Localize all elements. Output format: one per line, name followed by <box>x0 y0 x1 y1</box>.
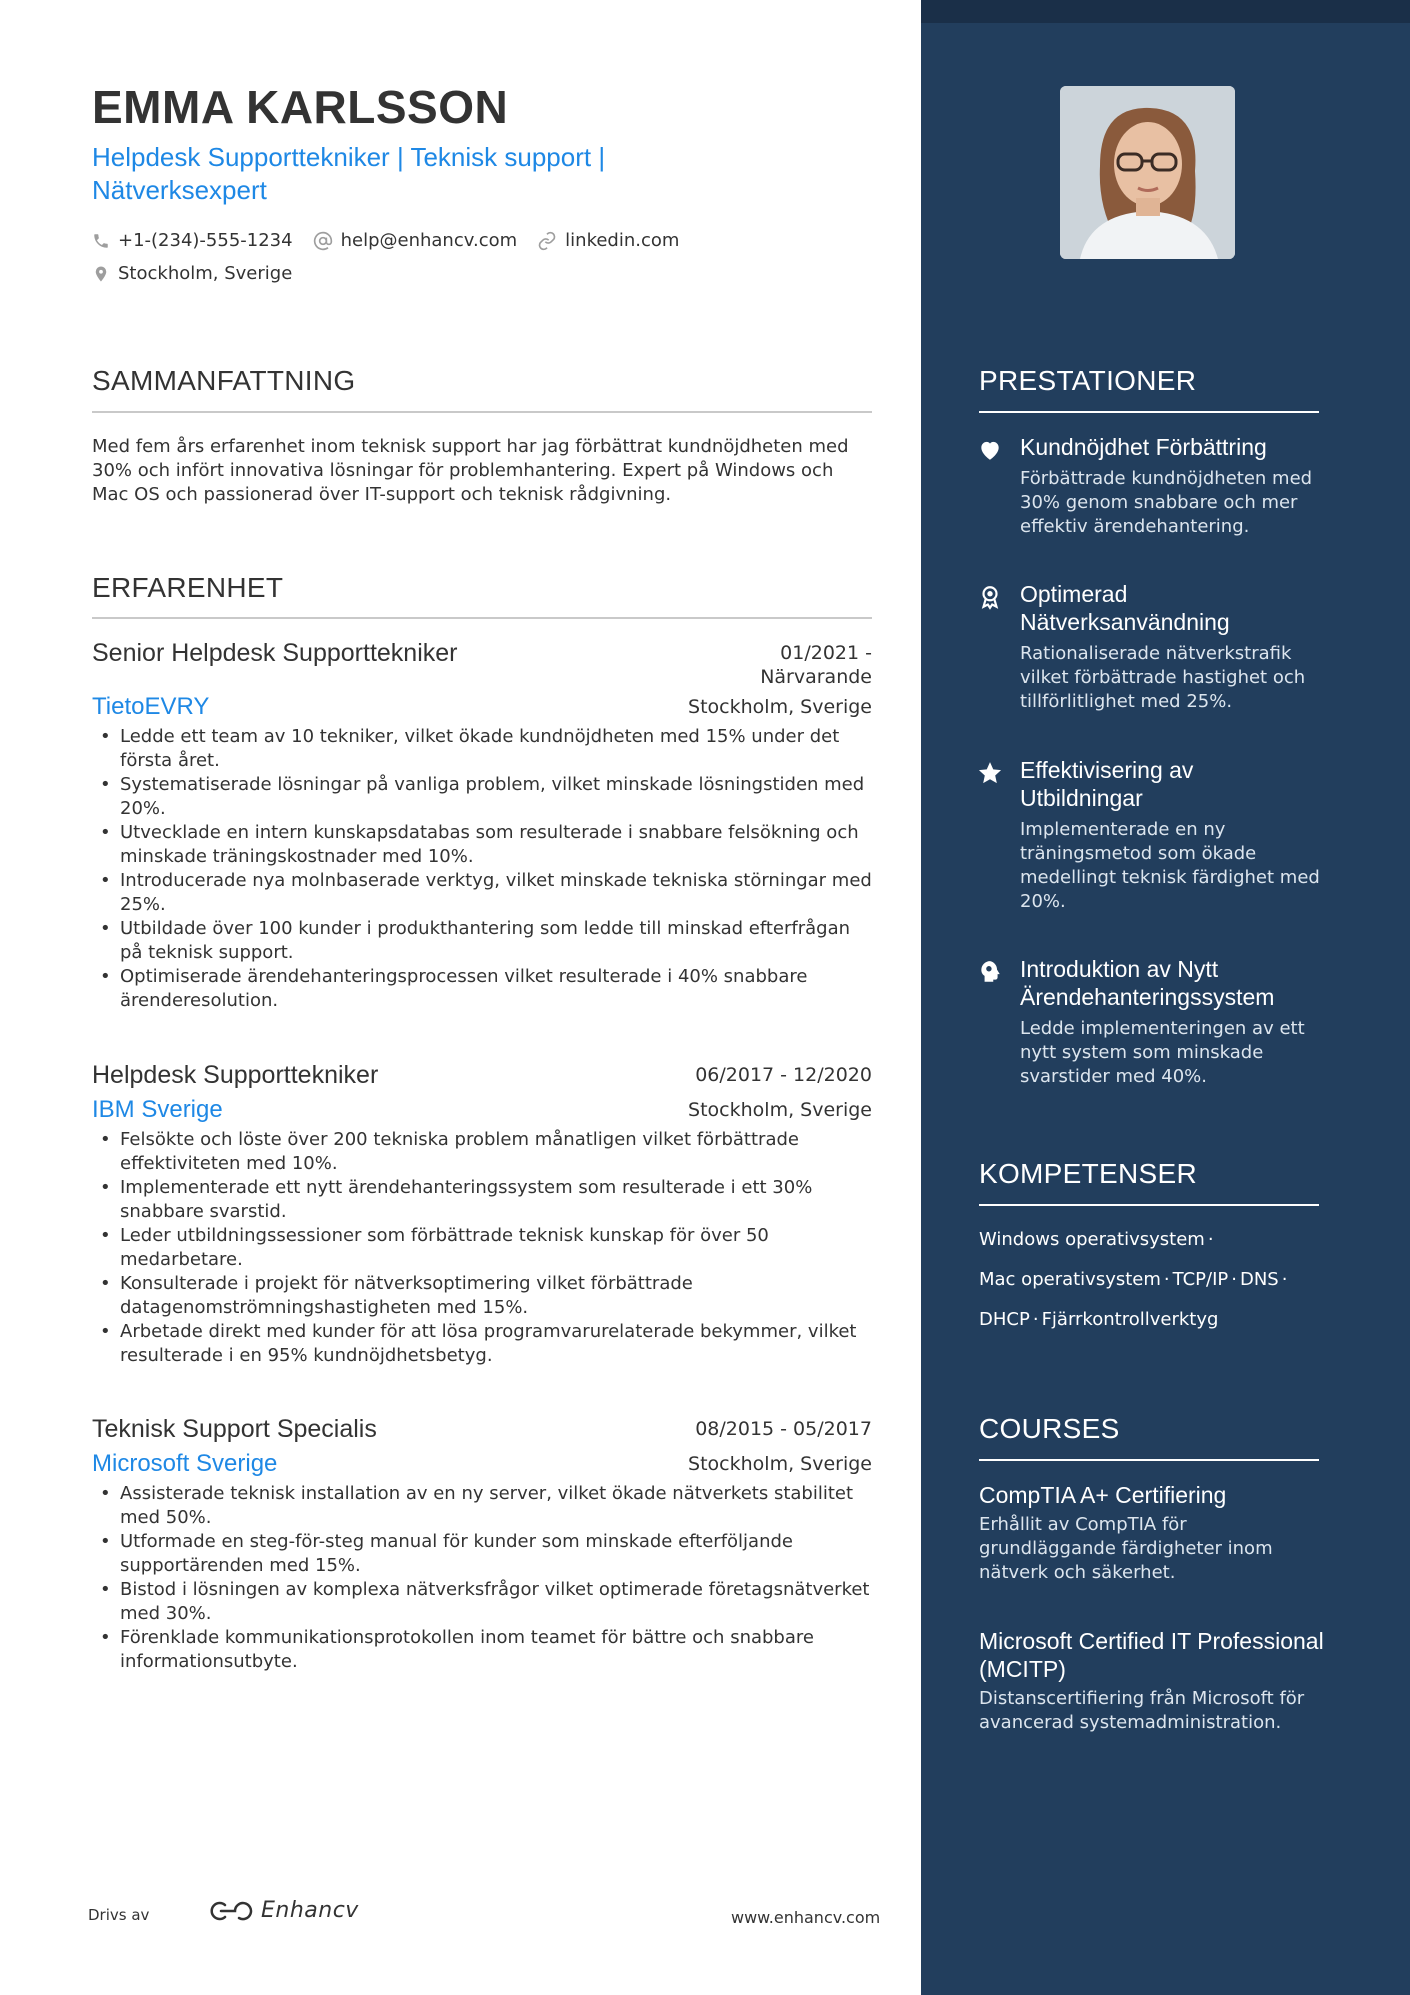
job-title: Teknisk Support Specialis <box>92 1415 377 1443</box>
job-company[interactable]: Microsoft Sverige <box>92 1450 278 1477</box>
skills-divider <box>979 1204 1319 1206</box>
footer-url[interactable]: www.enhancv.com <box>731 1908 881 1927</box>
brain-icon <box>977 959 1003 985</box>
achievements-title: PRESTATIONER <box>979 365 1197 396</box>
job-bullet: • Leder utbildningssessioner som förbättrade teknisk kunskap för över 50 medarbetare. <box>92 1224 872 1272</box>
job-location: Stockholm, Sverige <box>688 1453 872 1475</box>
course-desc: Distanscertifiering från Microsoft för avancerad systemadministration. <box>979 1688 1305 1733</box>
courses-divider <box>979 1459 1319 1461</box>
linkedin-text: linkedin.com <box>565 230 680 251</box>
job-entry <box>92 639 872 1013</box>
job-bullet: • Introducerade nya molnbaserade verktyg, vilket minskade tekniska störningar med 25%. <box>92 869 872 917</box>
courses-title: COURSES <box>979 1413 1120 1444</box>
enhancv-brand-text: Enhancv <box>261 1898 359 1923</box>
course-title: CompTIA A+ Certifiering <box>979 1482 1227 1508</box>
heart-icon <box>977 437 1003 463</box>
course-desc: Erhållit av CompTIA för grundläggande färdigheter inom nätverk och säkerhet. <box>979 1514 1273 1583</box>
skill-separator: · <box>1207 1229 1214 1250</box>
job-dates: 06/2017 - 12/2020 <box>695 1064 872 1086</box>
job-bullet: • Ledde ett team av 10 tekniker, vilket ökade kundnöjdheten med 15% under det första året. <box>92 725 872 773</box>
job-bullet: • Assisterade teknisk installation av en ny server, vilket ökade nätverkets stabilitet med 50%. <box>92 1482 872 1530</box>
portrait-illustration <box>1060 86 1235 259</box>
candidate-name: EMMA KARLSSON <box>92 81 509 133</box>
course-item <box>979 1481 1324 1585</box>
job-bullet: • Bistod i lösningen av komplexa nätverksfrågor vilket optimerade företagsnätverket med 30%. <box>92 1578 872 1626</box>
achievement-desc: Rationaliserade nätverkstrafik vilket förbättrade hastighet och tillförlitlighet med 25%. <box>1020 643 1306 712</box>
award-icon <box>977 584 1003 610</box>
phone-text: +1-(234)-555-1234 <box>118 230 293 251</box>
job-dates: 01/2021 - Närvarande <box>760 642 872 688</box>
achievement-title: Kundnöjdhet Förbättring <box>1020 434 1267 460</box>
skill-separator: · <box>1163 1269 1170 1290</box>
achievement-item <box>977 433 1322 539</box>
job-title: Helpdesk Supporttekniker <box>92 1061 379 1089</box>
achievement-desc: Ledde implementeringen av ett nytt system som minskade svarstider med 40%. <box>1020 1018 1305 1087</box>
job-bullet: • Utformade en steg-för-steg manual för kunder som minskade efterföljande supportärenden med 15%. <box>92 1530 872 1578</box>
job-bullet: • Systematiserade lösningar på vanliga problem, vilket minskade lösningstiden med 20%. <box>92 773 872 821</box>
job-location: Stockholm, Sverige <box>688 1099 872 1121</box>
job-company[interactable]: IBM Sverige <box>92 1096 223 1123</box>
course-title: Microsoft Certified IT Professional (MCITP) <box>979 1628 1324 1682</box>
phone-icon <box>92 232 110 250</box>
job-title: Senior Helpdesk Supporttekniker <box>92 639 458 667</box>
skill-tag: TCP/IP <box>1172 1269 1229 1290</box>
link-icon <box>537 231 557 251</box>
contact-linkedin[interactable] <box>537 230 679 251</box>
job-bullet: • Arbetade direkt med kunder för att lösa programvarurelaterade bekymmer, vilket resulterade i en 95% kundnöjdhetsbetyg. <box>92 1320 872 1368</box>
skill-tag: Windows operativsystem <box>979 1229 1205 1250</box>
skill-tag: Fjärrkontrollverktyg <box>1041 1309 1219 1330</box>
location-text: Stockholm, Sverige <box>118 263 293 284</box>
achievement-title: Introduktion av Nytt Ärendehanteringssystem <box>1020 956 1275 1010</box>
skill-separator: · <box>1231 1269 1237 1290</box>
contact-phone[interactable] <box>92 230 293 251</box>
achievement-item <box>977 580 1322 714</box>
candidate-headline: Helpdesk Supporttekniker | Teknisk support | Nätverksexpert <box>92 142 606 205</box>
job-dates: 08/2015 - 05/2017 <box>695 1418 872 1440</box>
summary-title: SAMMANFATTNING <box>92 365 356 396</box>
contact-location <box>92 263 292 284</box>
skill-tag: DNS <box>1239 1269 1279 1290</box>
at-icon <box>313 231 333 251</box>
job-bullet: • Utvecklade en intern kunskapsdatabas som resulterade i snabbare felsökning och minskade träningskostnader med 10%. <box>92 821 872 869</box>
job-bullet: • Utbildade över 100 kunder i produkthantering som ledde till minskad efterfrågan på teknisk support. <box>92 917 872 965</box>
enhancv-logo-icon <box>207 1899 255 1923</box>
skills-title: KOMPETENSER <box>979 1158 1198 1189</box>
achievement-desc: Förbättrade kundnöjdheten med 30% genom snabbare och mer effektiv ärendehantering. <box>1020 468 1313 537</box>
skills-list <box>979 1220 1329 1340</box>
job-bullets <box>92 1128 872 1368</box>
star-icon <box>977 760 1003 786</box>
job-bullet: • Implementerade ett nytt ärendehanteringssystem som resulterade i ett 30% snabbare svarstid. <box>92 1176 872 1224</box>
job-bullet: • Konsulterade i projekt för nätverksoptimering vilket förbättrade datagenomströmningshastigheten med 15%. <box>92 1272 872 1320</box>
job-entry <box>92 1415 872 1674</box>
summary-divider <box>92 411 872 413</box>
job-entry <box>92 1061 872 1368</box>
job-company[interactable]: TietoEVRY <box>92 693 210 720</box>
job-bullet: • Felsökte och löste över 200 tekniska problem månatligen vilket förbättrade effektiviteten med 10%. <box>92 1128 872 1176</box>
job-bullet: • Optimiserade ärendehanteringsprocessen vilket resulterade i 40% snabbare ärenderesolution. <box>92 965 872 1013</box>
skill-separator: · <box>1281 1269 1288 1290</box>
summary-text: Med fem års erfarenhet inom teknisk support har jag förbättrat kundnöjdheten med 30% och infört innovativa lösningar för problemhantering. Expert på Windows och Mac OS och passionerad över IT-support och teknisk rådgivning. <box>92 436 849 505</box>
job-bullets <box>92 1482 872 1674</box>
job-bullet: • Förenklade kommunikationsprotokollen inom teamet för bättre och snabbare informationsutbyte. <box>92 1626 872 1674</box>
experience-divider <box>92 617 872 619</box>
skill-tag: DHCP <box>979 1309 1030 1330</box>
sidebar-top-bar <box>921 0 1410 23</box>
skill-tag: Mac operativsystem <box>979 1269 1161 1290</box>
achievement-item <box>977 756 1322 914</box>
footer-powered-by: Drivs av <box>88 1906 150 1924</box>
achievement-item <box>977 955 1322 1089</box>
achievement-desc: Implementerade en ny träningsmetod som ökade medellingt teknisk färdighet med 20%. <box>1020 819 1320 912</box>
contact-row-1 <box>92 230 699 251</box>
profile-photo <box>1060 86 1235 259</box>
contact-email[interactable] <box>313 230 518 251</box>
job-location: Stockholm, Sverige <box>688 696 872 718</box>
contact-row-2 <box>92 263 312 284</box>
achievement-title: Effektivisering av Utbildningar <box>1020 757 1194 811</box>
skill-separator: · <box>1032 1309 1039 1330</box>
experience-title: ERFARENHET <box>92 572 284 603</box>
location-pin-icon <box>92 264 110 284</box>
course-item <box>979 1627 1324 1735</box>
achievement-title: Optimerad Nätverksanvändning <box>1020 581 1230 635</box>
achievements-divider <box>979 411 1319 413</box>
job-bullets <box>92 725 872 1013</box>
email-text: help@enhancv.com <box>340 230 518 251</box>
enhancv-logo[interactable] <box>207 1898 359 1923</box>
